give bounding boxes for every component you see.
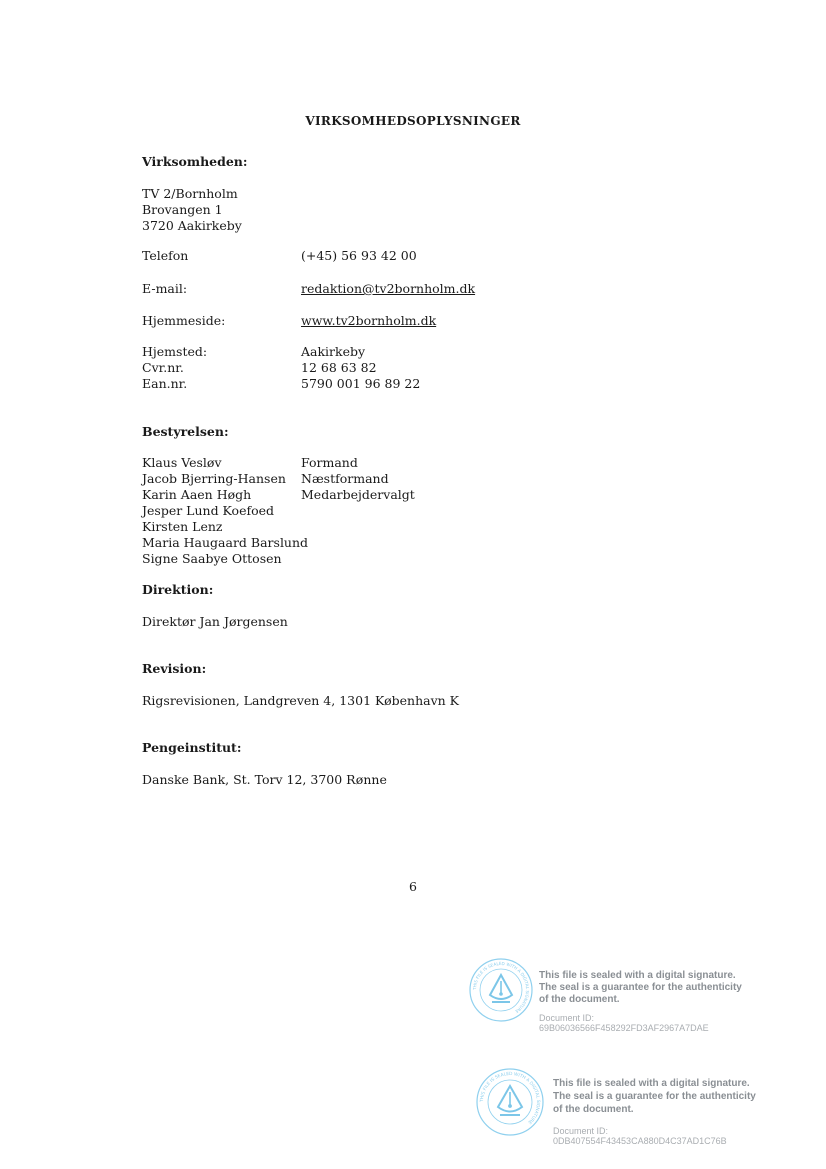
board-member-role: Medarbejdervalgt: [301, 487, 415, 502]
seal-document-id-label: Document ID:: [539, 1013, 595, 1023]
cvr-value: 12 68 63 82: [301, 360, 377, 375]
board-member-name: Klaus Vesløv: [142, 455, 222, 470]
ean-label: Ean.nr.: [142, 376, 188, 391]
email-link[interactable]: redaktion@tv2bornholm.dk: [301, 281, 476, 296]
phone-value: (+45) 56 93 42 00: [301, 248, 417, 263]
company-name: TV 2/Bornholm: [142, 186, 238, 201]
digital-seal: [468, 957, 742, 1033]
seal-text-line: The seal is a guarantee for the authenticity: [539, 982, 742, 993]
board-member-name: Karin Aaen Høgh: [142, 487, 252, 502]
seat-label: Hjemsted:: [142, 344, 208, 359]
page-title: VIRKSOMHEDSOPLYSNINGER: [305, 114, 521, 128]
svg-text:THIS FILE IS SEALED WITH A DIG: THIS FILE IS SEALED WITH A DIGITAL SIGNATURE: [471, 960, 531, 1015]
seal-text-line: of the document.: [553, 1104, 634, 1115]
company-city: 3720 Aakirkeby: [142, 218, 242, 233]
audit-heading: Revision:: [142, 661, 207, 676]
seat-value: Aakirkeby: [301, 344, 366, 359]
pen-nib-seal-icon: [468, 957, 534, 1023]
svg-text:THIS FILE IS SEALED WITH A DIG: THIS FILE IS SEALED WITH A DIGITAL SIGNATURE: [479, 1071, 541, 1125]
cvr-label: Cvr.nr.: [142, 360, 184, 375]
board-member-name: Maria Haugaard Barslund: [142, 535, 309, 550]
board-member-name: Jacob Bjerring-Hansen: [142, 471, 286, 486]
audit-value: Rigsrevisionen, Landgreven 4, 1301 København K: [142, 693, 460, 708]
board-member-role: Formand: [301, 455, 358, 470]
company-heading: Virksomheden:: [142, 154, 248, 169]
board-member-name: Signe Saabye Ottosen: [142, 551, 282, 566]
board-member-name: Kirsten Lenz: [142, 519, 223, 534]
seal-text-line: This file is sealed with a digital signature.: [539, 970, 736, 981]
website-link[interactable]: www.tv2bornholm.dk: [301, 313, 437, 328]
email-label: E-mail:: [142, 281, 188, 296]
seal-document-id-label: Document ID:: [553, 1126, 609, 1136]
seal-document-id: 0DB407554F43453CA880D4C37AD1C76B: [553, 1136, 727, 1146]
pen-nib-seal-icon: [475, 1067, 545, 1137]
bank-value: Danske Bank, St. Torv 12, 3700 Rønne: [142, 772, 387, 787]
website-label: Hjemmeside:: [142, 313, 226, 328]
board-member-name: Jesper Lund Koefoed: [142, 503, 275, 518]
phone-label: Telefon: [142, 248, 189, 263]
board-member-role: Næstformand: [301, 471, 389, 486]
seal-text-line: This file is sealed with a digital signature.: [553, 1078, 750, 1089]
seal-text-line: The seal is a guarantee for the authenticity: [553, 1091, 756, 1102]
page-number: 6: [409, 879, 417, 894]
seal-text-line: of the document.: [539, 994, 620, 1005]
seal-document-id: 69B06036566F458292FD3AF2967A7DAE: [539, 1023, 709, 1033]
digital-seal: [475, 1063, 765, 1149]
company-street: Brovangen 1: [142, 202, 223, 217]
board-heading: Bestyrelsen:: [142, 424, 229, 439]
bank-heading: Pengeinstitut:: [142, 740, 242, 755]
management-heading: Direktion:: [142, 582, 214, 597]
ean-value: 5790 001 96 89 22: [301, 376, 421, 391]
management-value: Direktør Jan Jørgensen: [142, 614, 288, 629]
